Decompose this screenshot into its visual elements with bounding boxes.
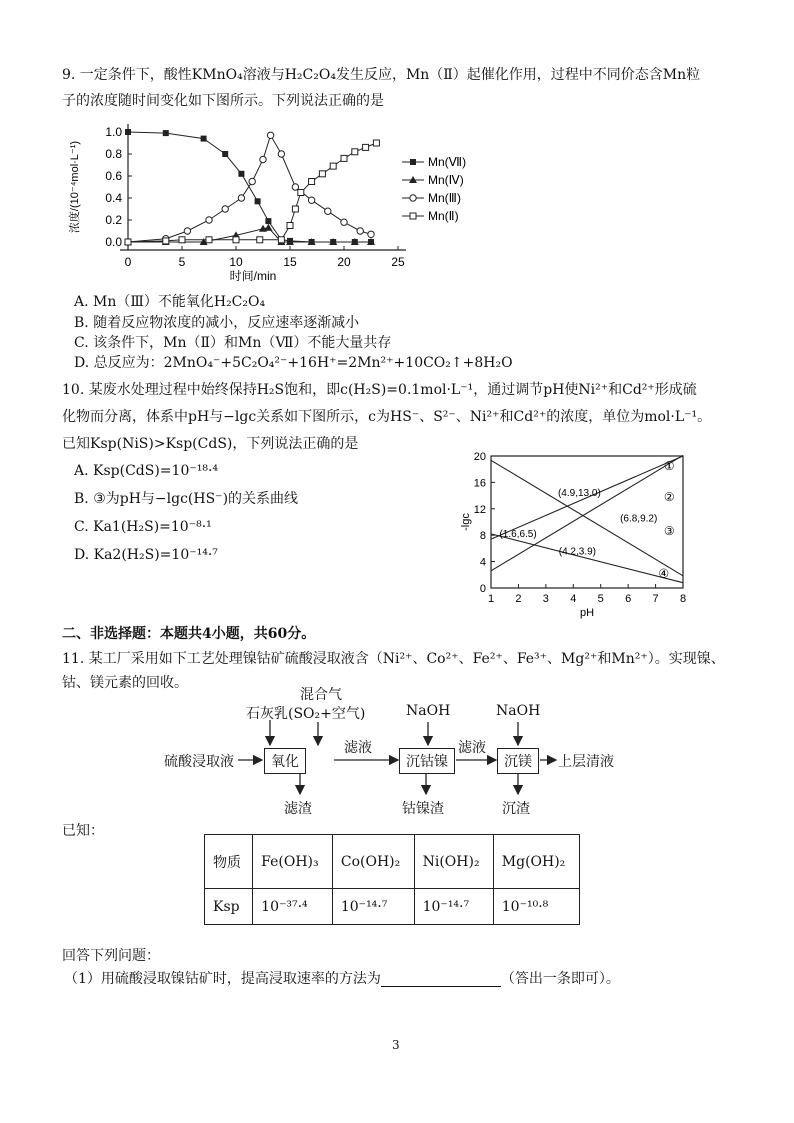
- legend-label: Mn(Ⅲ): [428, 191, 461, 205]
- legend-label: Mn(Ⅶ): [428, 155, 467, 169]
- table-cell: Ni(OH)₂: [414, 835, 493, 889]
- data-point: [410, 213, 416, 219]
- y-tick-label: 20: [473, 451, 486, 463]
- annotation-label: (1.6,6.5): [499, 529, 537, 541]
- x-tick-label: 5: [178, 255, 186, 269]
- x-tick-label: 10: [229, 255, 243, 269]
- x-tick-label: 15: [283, 255, 297, 269]
- data-point: [278, 237, 284, 243]
- y-tick-label: 0.8: [105, 147, 122, 161]
- data-point: [363, 144, 369, 150]
- y-axis-label: -lgc: [460, 513, 472, 531]
- annotation-label: (6.8,9.2): [620, 513, 658, 525]
- x-tick-label: 1: [487, 593, 495, 605]
- data-point: [410, 195, 416, 201]
- data-point: [352, 149, 358, 155]
- data-point: [233, 237, 239, 243]
- data-point: [278, 151, 284, 157]
- annotation-label: (4.9,13.0): [557, 488, 601, 500]
- data-point: [206, 237, 212, 243]
- legend-label: Mn(Ⅳ): [428, 173, 464, 187]
- y-tick-label: 4: [479, 556, 486, 569]
- y-tick-label: 1.0: [105, 125, 122, 139]
- y-tick-label: 0.6: [105, 169, 122, 183]
- flow-filtrate-1: 滤液: [344, 740, 372, 756]
- data-point: [238, 195, 244, 201]
- q9-stem-line2: 子的浓度随时间变化如下图所示。下列说法正确的是: [62, 93, 384, 109]
- x-axis-label: pH: [579, 607, 595, 619]
- data-point: [357, 228, 363, 234]
- ph-lgc-chart: [455, 448, 695, 620]
- flow-residue-1: 滤渣: [284, 801, 312, 817]
- x-tick-label: 6: [625, 593, 632, 605]
- x-tick-label: 25: [391, 255, 405, 269]
- q11-sub1-text: （1）用硫酸浸取镍钴矿时，提高浸取速率的方法为: [64, 971, 381, 987]
- data-point: [163, 238, 169, 244]
- q10-option-c: C. Ka1(H₂S)=10⁻⁸·¹: [74, 519, 212, 535]
- data-point: [287, 223, 293, 229]
- q11-stem-line2: 钴、镁元素的回收。: [62, 675, 188, 691]
- table-cell: Mg(OH)₂: [493, 835, 579, 889]
- flow-reagent-gas-title: 混合气: [300, 687, 342, 703]
- y-tick-label: 12: [473, 503, 486, 516]
- curve-label: ②: [663, 489, 675, 504]
- table-row: [205, 835, 580, 889]
- q9-option-b: B. 随着反应物浓度的减小，反应速率逐渐减小: [74, 315, 360, 331]
- known-label: 已知：: [62, 823, 104, 839]
- data-point: [292, 206, 298, 212]
- flow-step-oxidation: 氧化: [264, 748, 306, 774]
- table-cell: 10⁻¹⁴·⁷: [414, 889, 493, 925]
- x-tick-label: 3: [542, 593, 549, 605]
- flow-input: 硫酸浸取液: [164, 754, 234, 770]
- page-number: 3: [392, 1038, 400, 1052]
- flow-step-mg: 沉镁: [497, 748, 539, 774]
- data-point: [163, 130, 169, 136]
- x-axis-label: 时间/min: [229, 269, 277, 283]
- x-tick-label: 8: [679, 593, 687, 605]
- data-point: [201, 136, 207, 142]
- q10-stem-line2: 化物而分离，体系中pH与−lgc关系如下图所示，c为HS⁻、S²⁻、Ni²⁺和Cd²⁺的浓度，单位为mol·L⁻¹。: [62, 409, 712, 425]
- data-point: [255, 198, 261, 204]
- q10-option-d: D. Ka2(H₂S)=10⁻¹⁴·⁷: [74, 547, 218, 563]
- data-point: [260, 156, 266, 162]
- q11-sub1-tail: （答出一条即可）。: [500, 971, 620, 987]
- data-point: [368, 231, 374, 237]
- data-point: [179, 237, 185, 243]
- table-row: [205, 889, 580, 925]
- x-tick-label: 0: [124, 255, 132, 269]
- q10-stem-line1: 10. 某废水处理过程中始终保持H₂S饱和，即c(H₂S)=0.1mol·L⁻¹，通过调节pH使Ni²⁺和Cd²⁺形成硫: [62, 382, 697, 398]
- ksp-table: [204, 834, 580, 925]
- flow-reagent-gas: (SO₂+空气): [288, 706, 366, 722]
- x-tick-label: 4: [570, 593, 577, 605]
- data-point: [257, 237, 263, 243]
- data-point: [341, 219, 347, 225]
- data-point: [249, 178, 255, 184]
- table-cell: Co(OH)₂: [332, 835, 414, 889]
- curve-label: ③: [663, 524, 675, 539]
- flow-reagent-lime: 石灰乳: [246, 706, 288, 722]
- q9-option-a: A. Mn（Ⅲ）不能氧化H₂C₂O₄: [74, 294, 266, 310]
- x-tick-label: 7: [652, 593, 659, 605]
- data-point: [410, 159, 416, 165]
- flow-reagent-naoh-2: NaOH: [496, 703, 541, 719]
- y-tick-label: 0.0: [105, 235, 122, 249]
- legend-label: Mn(Ⅱ): [428, 209, 459, 223]
- y-tick-label: 8: [479, 530, 486, 543]
- answer-prompt: 回答下列问题：: [62, 948, 160, 964]
- series-1: [125, 129, 374, 245]
- flow-residue-3: 沉渣: [502, 801, 530, 817]
- data-point: [125, 239, 131, 245]
- y-tick-label: 0.2: [105, 213, 122, 227]
- annotation-label: (4.2,3.9): [558, 546, 597, 558]
- series-line: [128, 135, 371, 242]
- section2-title: 二、非选择题：本题共4小题，共60分。: [62, 626, 316, 642]
- data-point: [341, 155, 347, 161]
- data-point: [222, 206, 228, 212]
- data-point: [373, 140, 379, 146]
- flow-step-co-ni: 沉钴镍: [399, 748, 455, 774]
- y-tick-label: 16: [473, 477, 486, 490]
- table-cell: 10⁻¹⁴·⁷: [332, 889, 414, 925]
- y-axis-label: 浓度/(10⁻⁴mol·L⁻¹): [69, 140, 81, 234]
- curve-label: ④: [658, 566, 670, 581]
- y-tick-label: 0: [479, 583, 486, 595]
- flow-reagent-naoh-1: NaOH: [406, 703, 451, 719]
- flow-residue-2: 钴镍渣: [402, 801, 444, 817]
- series-3: [125, 132, 374, 245]
- q9-stem-line1: 9. 一定条件下，酸性KMnO₄溶液与H₂C₂O₄发生反应，Mn（Ⅱ）起催化作用，过程中不同价态含Mn粒: [62, 67, 701, 83]
- data-point: [222, 151, 228, 157]
- curve-label: ①: [663, 458, 675, 473]
- y-tick-label: 0.4: [105, 191, 122, 205]
- data-point: [206, 217, 212, 223]
- q9-option-d: D. 总反应为：2MnO₄⁻+5C₂O₄²⁻+16H⁺=2Mn²⁺+10CO₂↑+8H₂O: [74, 355, 513, 371]
- data-point: [125, 129, 131, 135]
- data-point: [309, 179, 315, 185]
- q10-stem-line3: 已知Ksp(NiS)>Ksp(CdS)，下列说法正确的是: [62, 436, 359, 452]
- q11-stem-line1: 11. 某工厂采用如下工艺处理镍钴矿硫酸浸取液含（Ni²⁺、Co²⁺、Fe²⁺、Fe³⁺、Mg²⁺和Mn²⁺）。实现镍、: [62, 651, 725, 667]
- q11-sub1: [64, 968, 744, 988]
- table-cell: 10⁻¹⁰·⁸: [493, 889, 579, 925]
- table-head-substance: 物质: [205, 835, 253, 889]
- x-tick-label: 20: [337, 255, 351, 269]
- x-tick-label: 2: [515, 593, 522, 605]
- data-point: [298, 190, 304, 196]
- answer-blank[interactable]: [381, 972, 501, 987]
- data-point: [325, 208, 331, 214]
- data-point: [184, 228, 190, 234]
- table-cell: 10⁻³⁷·⁴: [253, 889, 333, 925]
- flow-filtrate-2: 滤液: [458, 740, 486, 756]
- table-head-ksp: Ksp: [205, 889, 253, 925]
- series-line: [128, 132, 371, 242]
- q9-option-c: C. 该条件下，Mn（Ⅱ）和Mn（Ⅶ）不能大量共存: [74, 335, 392, 351]
- q10-option-a: A. Ksp(CdS)=10⁻¹⁸·⁴: [74, 463, 219, 479]
- data-point: [267, 132, 273, 138]
- table-cell: Fe(OH)₃: [253, 835, 333, 889]
- data-point: [330, 163, 336, 169]
- data-point: [265, 218, 271, 224]
- x-tick-label: 5: [597, 593, 604, 605]
- data-point: [319, 171, 325, 177]
- flow-output: 上层清液: [558, 754, 614, 770]
- series-2: [124, 224, 375, 245]
- mn-concentration-chart: [60, 112, 490, 290]
- data-point: [238, 171, 244, 177]
- q10-option-b: B. ③为pH与−lgc(HS⁻)的关系曲线: [74, 491, 299, 507]
- data-point: [308, 197, 314, 203]
